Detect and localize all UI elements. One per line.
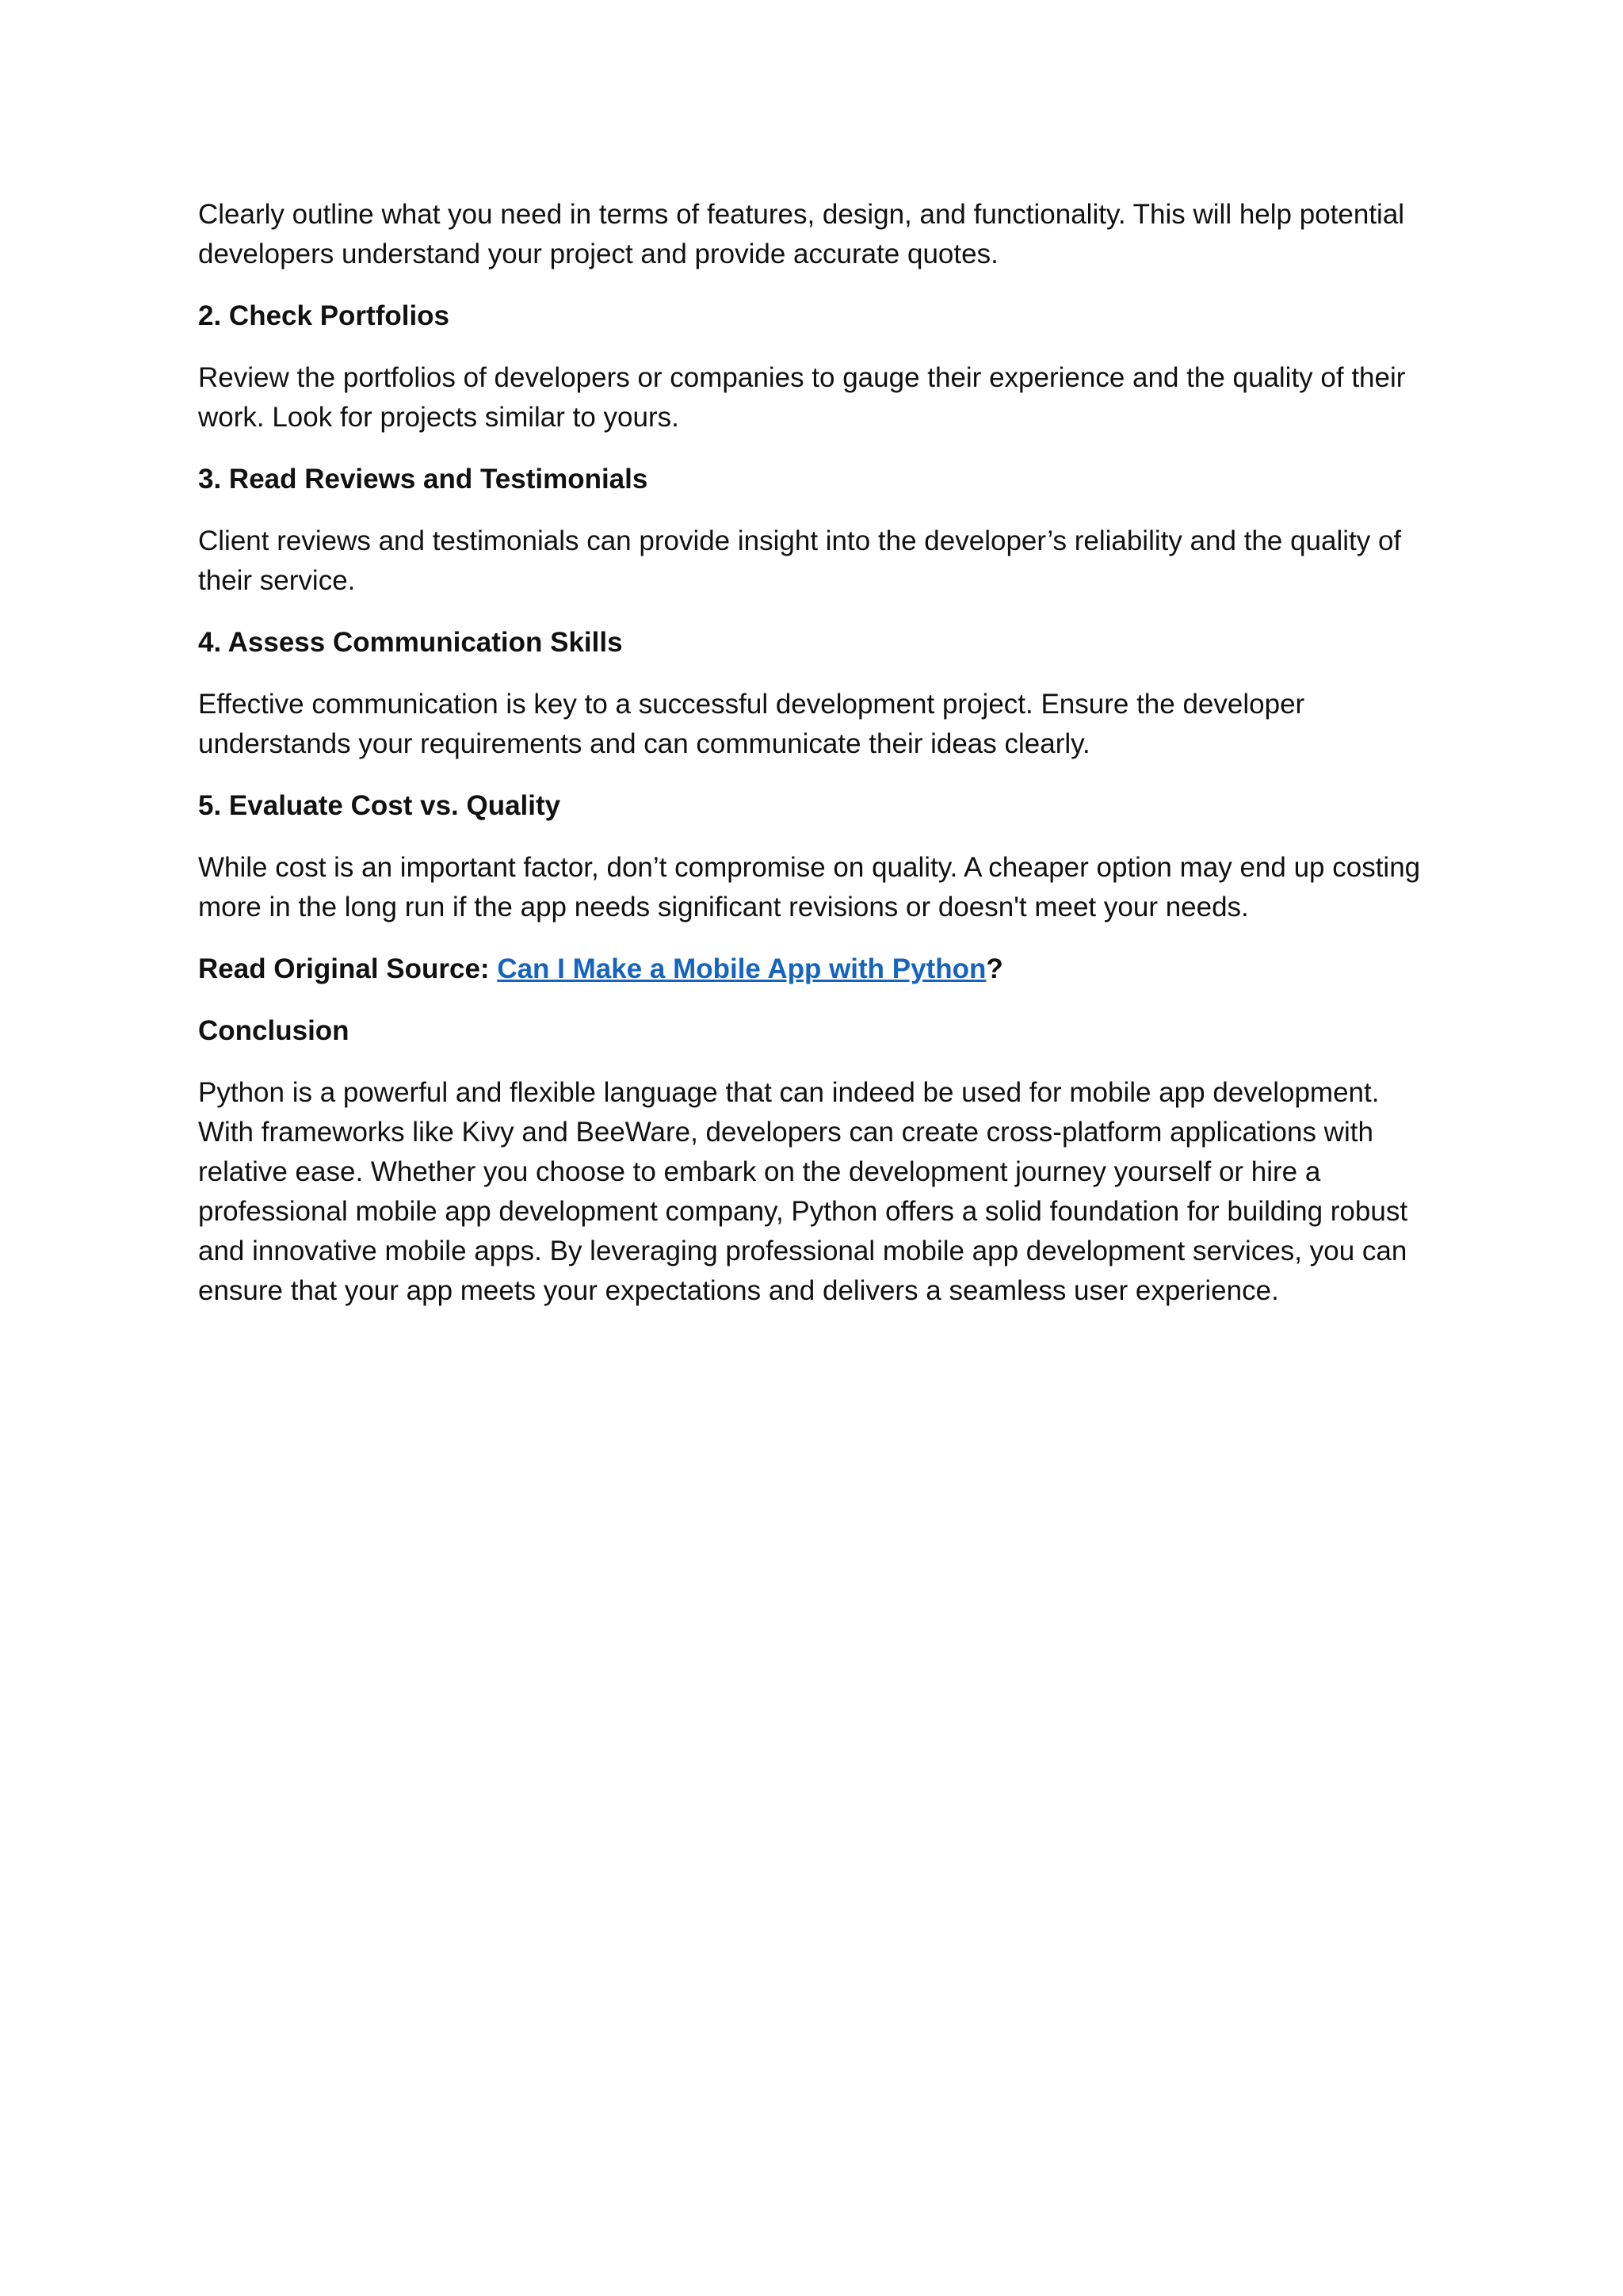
section-body-check-portfolios: Review the portfolios of developers or companies to gauge their experience and the quality of their work. Look for projects similar to yours. <box>198 362 1406 433</box>
original-source-link[interactable]: Can I Make a Mobile App with Python <box>497 953 987 984</box>
section-body-read-reviews: Client reviews and testimonials can provide insight into the developer’s reliability and the quality of their service. <box>198 525 1402 596</box>
original-source-line <box>198 949 1434 989</box>
section-heading-assess-communication: 4. Assess Communication Skills <box>198 627 623 658</box>
conclusion-heading: Conclusion <box>198 1015 349 1046</box>
section-heading-evaluate-cost: 5. Evaluate Cost vs. Quality <box>198 790 561 821</box>
conclusion-body: Python is a powerful and flexible language that can indeed be used for mobile app development. With frameworks like Kivy and BeeWare, developers can create cross-platform applications with relative ease. Whether you choose to embark on the development journey yourself or hire a professional mobile app development company, Python offers a solid foundation for building robust and innovative mobile apps. By leveraging professional mobile app development services, you can ensure that your app meets your expectations and delivers a seamless user experience. <box>198 1077 1408 1306</box>
section-heading-check-portfolios: 2. Check Portfolios <box>198 300 450 331</box>
document-page <box>198 195 1434 1333</box>
original-source-suffix: ? <box>986 953 1003 984</box>
intro-paragraph: Clearly outline what you need in terms of features, design, and functionality. This will help potential developers understand your project and provide accurate quotes. <box>198 199 1405 269</box>
original-source-label: Read Original Source: <box>198 953 498 984</box>
section-body-evaluate-cost: While cost is an important factor, don’t compromise on quality. A cheaper option may end up costing more in the long run if the app needs significant revisions or doesn't meet your needs. <box>198 852 1421 923</box>
section-body-assess-communication: Effective communication is key to a successful development project. Ensure the developer understands your requirements and can communicate their ideas clearly. <box>198 689 1305 759</box>
section-heading-read-reviews: 3. Read Reviews and Testimonials <box>198 464 648 495</box>
